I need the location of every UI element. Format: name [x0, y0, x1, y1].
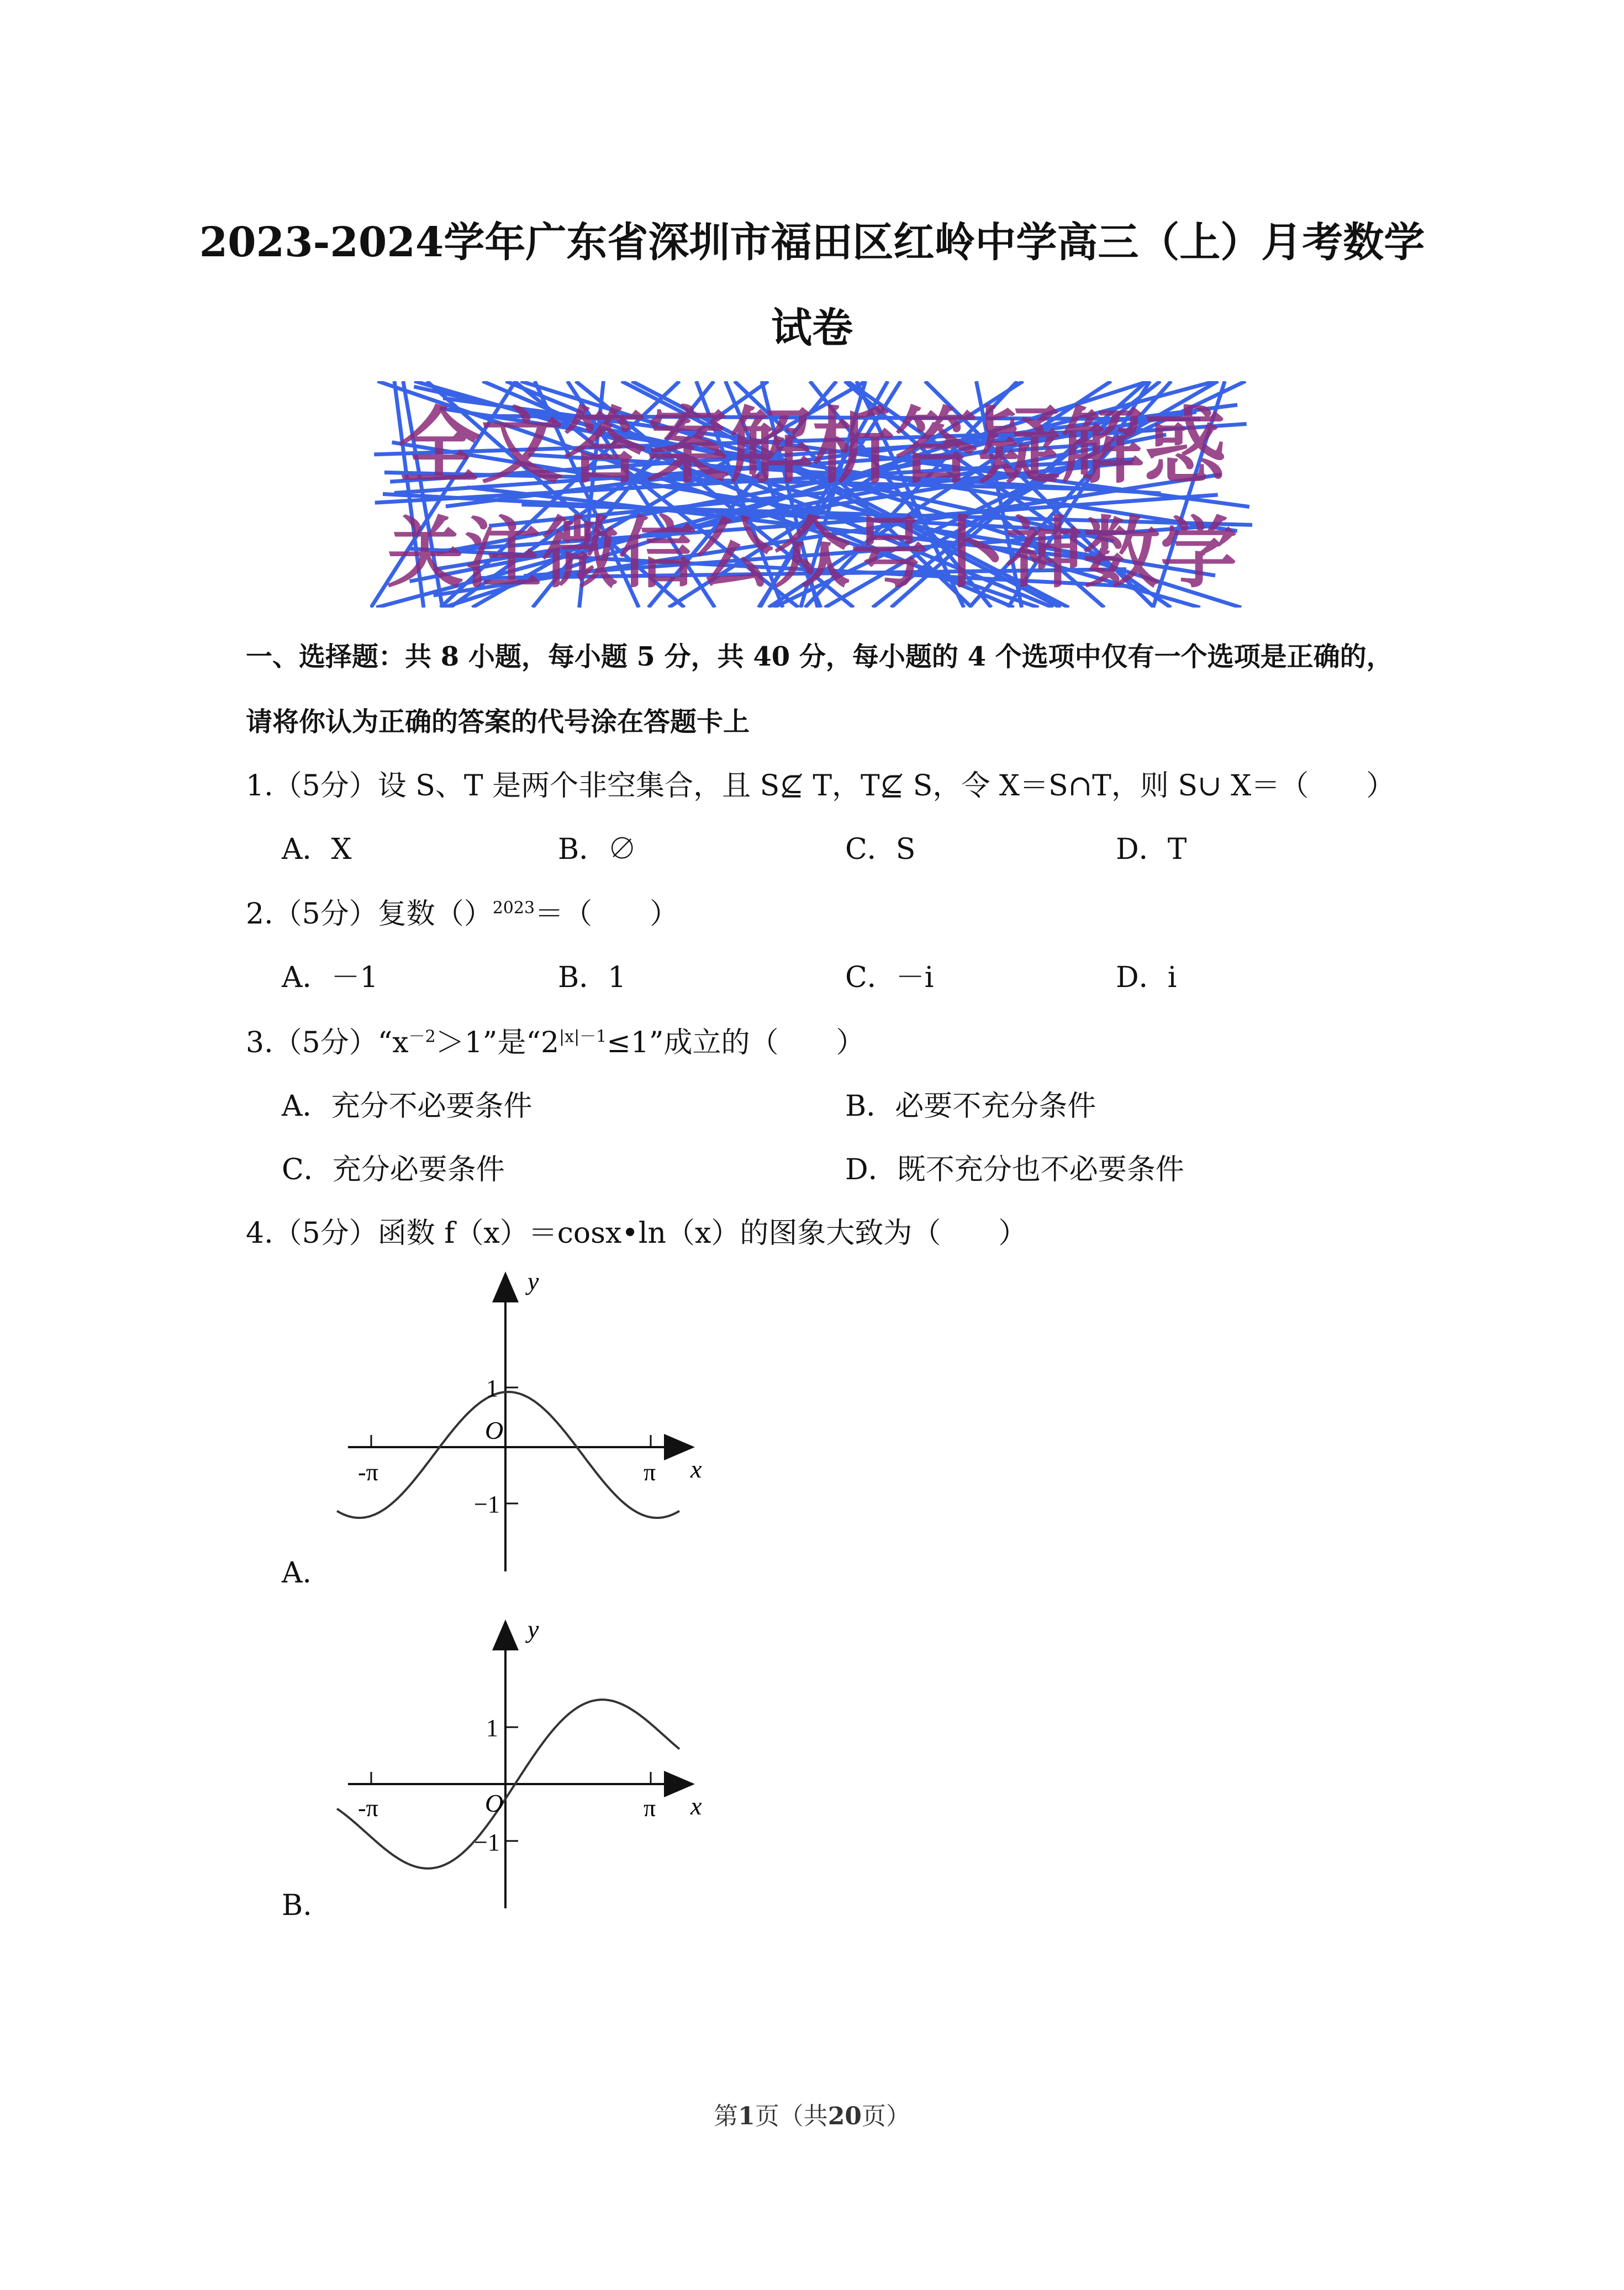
question-3-option-b: B．必要不充分条件: [845, 1090, 1096, 1123]
question-2-option-d: D．i: [1116, 961, 1177, 994]
question-4-option-a-label: A.: [282, 1556, 312, 1590]
question-1-option-d: D．T: [1116, 833, 1187, 866]
question-1-option-c: C．S: [845, 833, 916, 866]
question-2-stem-post: ＝（ ）: [535, 898, 679, 931]
graph-b-figure: [326, 1613, 713, 1911]
footer-mid: 页（共: [755, 2102, 828, 2130]
question-3-stem-c: ≤1”成立的（ ）: [607, 1026, 865, 1059]
graph-b-x-right-label: π: [644, 1795, 656, 1822]
question-2-stem: [246, 890, 678, 932]
graph-a-axis-x-label: x: [690, 1455, 702, 1483]
footer-total-pages: 20: [827, 2102, 862, 2130]
question-3-exponent-2: |x|－1: [559, 1027, 607, 1047]
question-2-option-a: A．－1: [282, 961, 378, 994]
question-4-graph-a: [326, 1265, 713, 1574]
watermark-banner: [370, 381, 1254, 608]
footer-post: 页）: [861, 2102, 910, 2130]
document-title-line2: 试卷: [771, 304, 853, 352]
question-2-exponent: 2023: [492, 898, 535, 918]
footer-page-number: 1: [738, 2102, 755, 2130]
graph-b-axis-y-label: y: [528, 1615, 539, 1643]
question-2-option-c: C．－i: [845, 961, 934, 994]
graph-a-figure: [326, 1265, 713, 1574]
question-3-stem-a: 3.（5分）“x: [246, 1026, 409, 1059]
watermark-scribble: [370, 381, 1254, 608]
question-3-stem: [246, 1019, 865, 1060]
footer-pre: 第: [714, 2102, 739, 2130]
question-1-stem: 1.（5分）设 S、T 是两个非空集合，且 S⊈ T，T⊈ S，令 X＝S∩T，则 S∪ X＝（ ）: [246, 769, 1395, 803]
question-1-option-a: A．X: [282, 833, 352, 866]
question-3-option-d: D．既不充分也不必要条件: [845, 1153, 1184, 1186]
graph-b-tick-neg-label: −1: [474, 1829, 500, 1856]
question-1-option-b: B．∅: [558, 833, 637, 866]
question-3-option-a: A．充分不必要条件: [282, 1090, 532, 1123]
graph-a-x-right-label: π: [644, 1459, 656, 1486]
question-4-graph-b: [326, 1613, 713, 1911]
section-heading-line1: 一、选择题：共 8 小题，每小题 5 分，共 40 分，每小题的 4 个选项中仅有一个选项是正确的，: [246, 641, 1393, 672]
question-2-option-b: B．1: [558, 961, 626, 994]
question-4-option-b-label: B.: [282, 1889, 312, 1922]
graph-b-origin-label: O: [485, 1789, 504, 1817]
graph-b-tick-pos-label: 1: [486, 1714, 498, 1742]
question-4-stem: 4.（5分）函数 f（x）＝cosx•ln（x）的图象大致为（ ）: [246, 1217, 1027, 1250]
section-heading-line2: 请将你认为正确的答案的代号涂在答题卡上: [246, 706, 750, 737]
graph-a-curve: [337, 1392, 679, 1518]
question-3-option-c: C．充分必要条件: [282, 1153, 505, 1186]
graph-a-tick-neg-label: −1: [474, 1491, 500, 1518]
document-title-line1: 2023-2024学年广东省深圳市福田区红岭中学高三（上）月考数学: [199, 219, 1425, 266]
graph-b-axis-x-label: x: [690, 1792, 702, 1820]
graph-a-axis-y-label: y: [528, 1267, 539, 1295]
graph-a-x-left-label: -π: [358, 1459, 378, 1486]
graph-a-tick-pos-label: 1: [486, 1375, 498, 1402]
question-3-exponent-1: －2: [408, 1027, 436, 1047]
question-2-stem-pre: 2.（5分）复数（）: [246, 898, 493, 931]
graph-a-origin-label: O: [485, 1416, 504, 1444]
watermark-text-line1: 全文答案解析答疑解惑: [397, 399, 1227, 495]
question-3-stem-b: ＞1”是“2: [435, 1026, 560, 1059]
page-footer: [0, 2096, 1624, 2131]
watermark-text-line2: 关注微信公众号卜神数学: [386, 509, 1238, 599]
graph-b-x-left-label: -π: [358, 1795, 378, 1822]
